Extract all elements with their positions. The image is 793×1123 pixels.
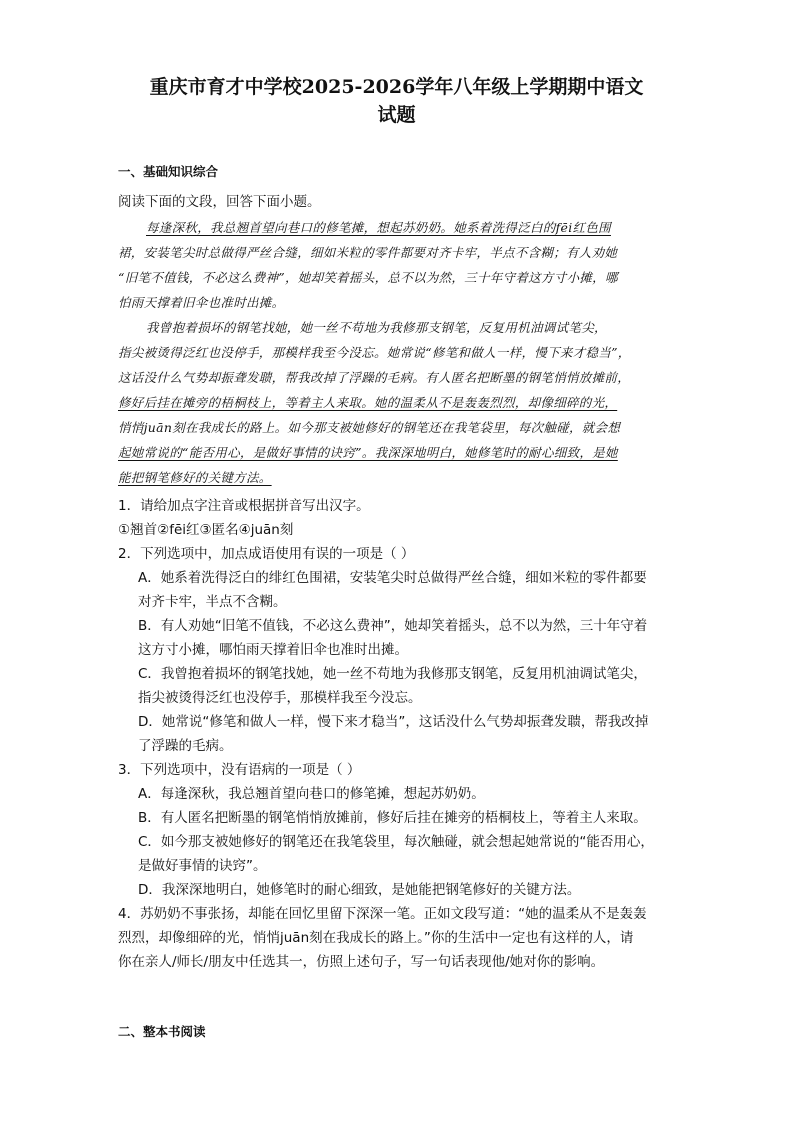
- question-3-option-a: A．每逢深秋，我总翘首望向巷口的修笔摊，想起苏奶奶。: [138, 786, 485, 802]
- question-3-option-c-cont: 是做好事情的诀窍”。: [138, 858, 267, 874]
- question-2-option-c: C．我曾抱着损坏的钢笔找她，她一丝不苟地为我修那支钢笔，反复用机油调试笔尖，: [138, 666, 647, 682]
- question-3-option-d: D．我深深地明白，她修笔时的耐心细致，是她能把钢笔修好的关键方法。: [138, 882, 581, 898]
- reading-instruction: 阅读下面的文段，回答下面小题。: [118, 194, 321, 210]
- passage-line: 修好后挂在摊旁的梧桐枝上，等着主人来取。她的温柔从不是轰轰烈烈，却像细碎的光，: [118, 395, 618, 410]
- document-title-line-1: 重庆市育才中学校2025-2026学年八年级上学期期中语文: [149, 76, 644, 98]
- question-2-option-d: D．她常说“修笔和做人一样，慢下来才稳当”，这话没什么气势却振聋发聩，帮我改掉: [138, 714, 649, 730]
- question-3-stem: 3．下列选项中，没有语病的一项是（ ）: [118, 762, 361, 778]
- passage-line: 裙，安装笔尖时总做得严丝合缝，细如米粒的零件都要对齐卡牢，半点不含糊；有人劝她: [118, 245, 618, 260]
- passage-line: 能把钢笔修好的关键方法。: [118, 470, 272, 485]
- question-2-option-a: A．她系着洗得泛白的绯红色围裙，安装笔尖时总做得严丝合缝，细如米粒的零件都要: [138, 570, 647, 586]
- passage-line: 指尖被烫得泛红也没停手，那模样我至今没忘。她常说“修笔和做人一样，慢下来才稳当”，: [118, 345, 631, 360]
- question-2-stem: 2．下列选项中，加点成语使用有误的一项是（ ）: [118, 546, 415, 562]
- passage-line: 我曾抱着损坏的钢笔找她，她一丝不苟地为我修那支钢笔，反复用机油调试笔尖，: [146, 320, 607, 335]
- question-1-stem: 1．请给加点字注音或根据拼音写出汉字。: [118, 498, 370, 514]
- question-2-option-b-cont: 这方寸小摊，哪怕雨天撑着旧伞也准时出摊。: [138, 642, 408, 658]
- question-2-option-c-cont: 指尖被烫得泛红也没停手，那模样我至今没忘。: [138, 690, 422, 706]
- section-heading-basic-knowledge: 一、基础知识综合: [118, 164, 219, 179]
- question-4-line: 你在亲人/师长/朋友中任选其一，仿照上述句子，写一句话表现他/她对你的影响。: [118, 954, 605, 970]
- passage-line: 怕雨天撑着旧伞也准时出摊。: [118, 295, 285, 310]
- question-4-line: 4．苏奶奶不事张扬，却能在回忆里留下深深一笔。正如文段写道：“她的温柔从不是轰轰: [118, 906, 647, 922]
- passage-line: 悄悄juān刻在我成长的路上。如今那支被她修好的钢笔还在我笔袋里，每次触碰，就会想: [118, 420, 621, 435]
- document-title-line-2: 试题: [377, 104, 416, 126]
- question-4-line: 烈烈，却像细碎的光，悄悄juān刻在我成长的路上。”你的生活中一定也有这样的人，请: [118, 930, 634, 946]
- question-3-option-c: C．如今那支被她修好的钢笔还在我笔袋里，每次触碰，就会想起她常说的“能否用心，: [138, 834, 654, 850]
- question-1-items: ①翘首②fēi红③匿名④juān刻: [118, 522, 294, 538]
- question-3-option-b: B．有人匿名把断墨的钢笔悄悄放摊前，修好后挂在摊旁的梧桐枝上，等着主人来取。: [138, 810, 647, 826]
- passage-line: 每逢深秋，我总翘首望向巷口的修笔摊，想起苏奶奶。她系着洗得泛白的fēi红色围: [146, 220, 611, 235]
- section-heading-whole-book-reading: 二、整本书阅读: [118, 1024, 206, 1039]
- passage-line: 起她常说的“能否用心，是做好事情的诀窍”。我深深地明白，她修笔时的耐心细致，是她: [118, 445, 618, 460]
- passage-line: 这话没什么气势却振聋发聩，帮我改掉了浮躁的毛病。有人匿名把断墨的钢笔悄悄放摊前，: [118, 370, 631, 385]
- passage-line: “旧笔不值钱，不必这么费神”，她却笑着摇头，总不以为然，三十年守着这方寸小摊，哪: [118, 270, 618, 285]
- question-2-option-b: B．有人劝她“旧笔不值钱，不必这么费神”，她却笑着摇头，总不以为然，三十年守着: [138, 618, 648, 634]
- question-2-option-a-cont: 对齐卡牢，半点不含糊。: [138, 594, 287, 610]
- question-2-option-d-cont: 了浮躁的毛病。: [138, 738, 233, 754]
